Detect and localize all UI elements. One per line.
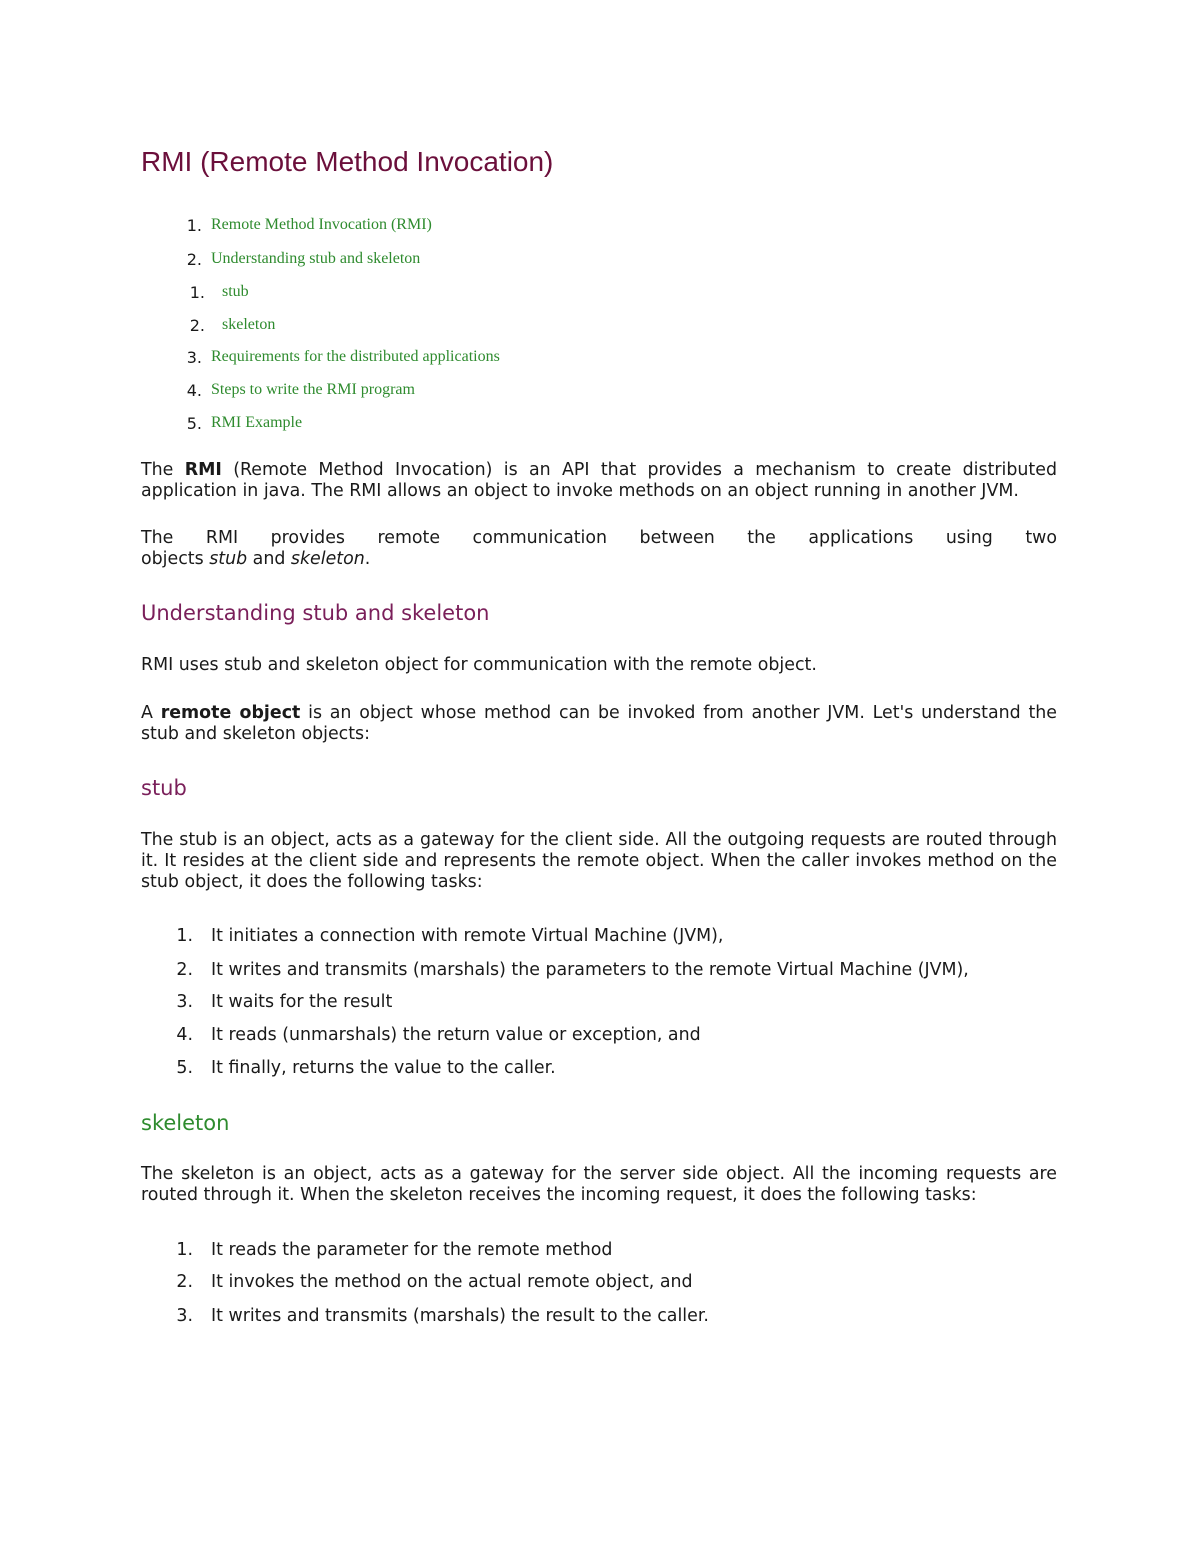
list-number: 3. bbox=[176, 992, 193, 1012]
list-number: 3. bbox=[176, 1306, 193, 1326]
list-item: It waits for the result bbox=[211, 992, 393, 1012]
toc-link-rmi-example[interactable]: RMI Example bbox=[211, 414, 303, 431]
toc-number: 3. bbox=[186, 348, 202, 367]
stub-paragraph: The stub is an object, acts as a gateway for the client side. All the outgoing requests are routed through it. It resides at the client side and represents the remote object. When the caller invokes method on the stub object, it does the following tasks: bbox=[141, 830, 1057, 892]
list-item: It initiates a connection with remote Virtual Machine (JVM), bbox=[211, 926, 724, 946]
paragraph: RMI uses stub and skeleton object for communication with the remote object. bbox=[141, 655, 817, 675]
section-heading-skeleton: skeleton bbox=[141, 1111, 230, 1135]
skeleton-paragraph: The skeleton is an object, acts as a gateway for the server side object. All the incoming requests are routed through it. When the skeleton receives the incoming request, it does the following tasks: bbox=[141, 1164, 1057, 1205]
toc-link-skeleton[interactable]: skeleton bbox=[222, 316, 276, 333]
list-number: 2. bbox=[176, 960, 193, 980]
toc-link-stub[interactable]: stub bbox=[222, 283, 249, 300]
list-item: It writes and transmits (marshals) the result to the caller. bbox=[211, 1306, 709, 1326]
list-number: 1. bbox=[176, 926, 193, 946]
toc-link-requirements[interactable]: Requirements for the distributed applications bbox=[211, 348, 500, 365]
toc-link-steps[interactable]: Steps to write the RMI program bbox=[211, 381, 415, 398]
toc-number: 1. bbox=[186, 216, 202, 235]
list-item: It finally, returns the value to the caller. bbox=[211, 1058, 556, 1078]
list-number: 2. bbox=[176, 1272, 193, 1292]
section-heading-stub-skeleton: Understanding stub and skeleton bbox=[141, 601, 490, 625]
toc-number: 2. bbox=[189, 316, 205, 335]
intro-paragraph-2: The RMI provides remote communication between the applications using two objects stub and skeleton. bbox=[141, 528, 1057, 569]
list-item: It reads (unmarshals) the return value or exception, and bbox=[211, 1025, 701, 1045]
list-item: It reads the parameter for the remote method bbox=[211, 1240, 613, 1260]
toc-link-stub-skeleton[interactable]: Understanding stub and skeleton bbox=[211, 250, 421, 267]
remote-object-paragraph: A remote object is an object whose method can be invoked from another JVM. Let's understand the stub and skeleton objects: bbox=[141, 703, 1057, 744]
toc-link-rmi[interactable]: Remote Method Invocation (RMI) bbox=[211, 216, 432, 233]
toc-number: 1. bbox=[189, 283, 205, 302]
toc-number: 5. bbox=[186, 414, 202, 433]
list-item: It invokes the method on the actual remote object, and bbox=[211, 1272, 693, 1292]
section-heading-stub: stub bbox=[141, 776, 187, 800]
toc-number: 4. bbox=[186, 381, 202, 400]
list-number: 4. bbox=[176, 1025, 193, 1045]
intro-paragraph: The RMI (Remote Method Invocation) is an API that provides a mechanism to create distributed application in java. The RMI allows an object to invoke methods on an object running in another JVM. bbox=[141, 460, 1057, 501]
toc-number: 2. bbox=[186, 250, 202, 269]
list-number: 5. bbox=[176, 1058, 193, 1078]
list-number: 1. bbox=[176, 1240, 193, 1260]
list-item: It writes and transmits (marshals) the parameters to the remote Virtual Machine (JVM), bbox=[211, 960, 969, 980]
rmi-bold: RMI bbox=[184, 460, 222, 480]
page-title: RMI (Remote Method Invocation) bbox=[141, 146, 554, 177]
